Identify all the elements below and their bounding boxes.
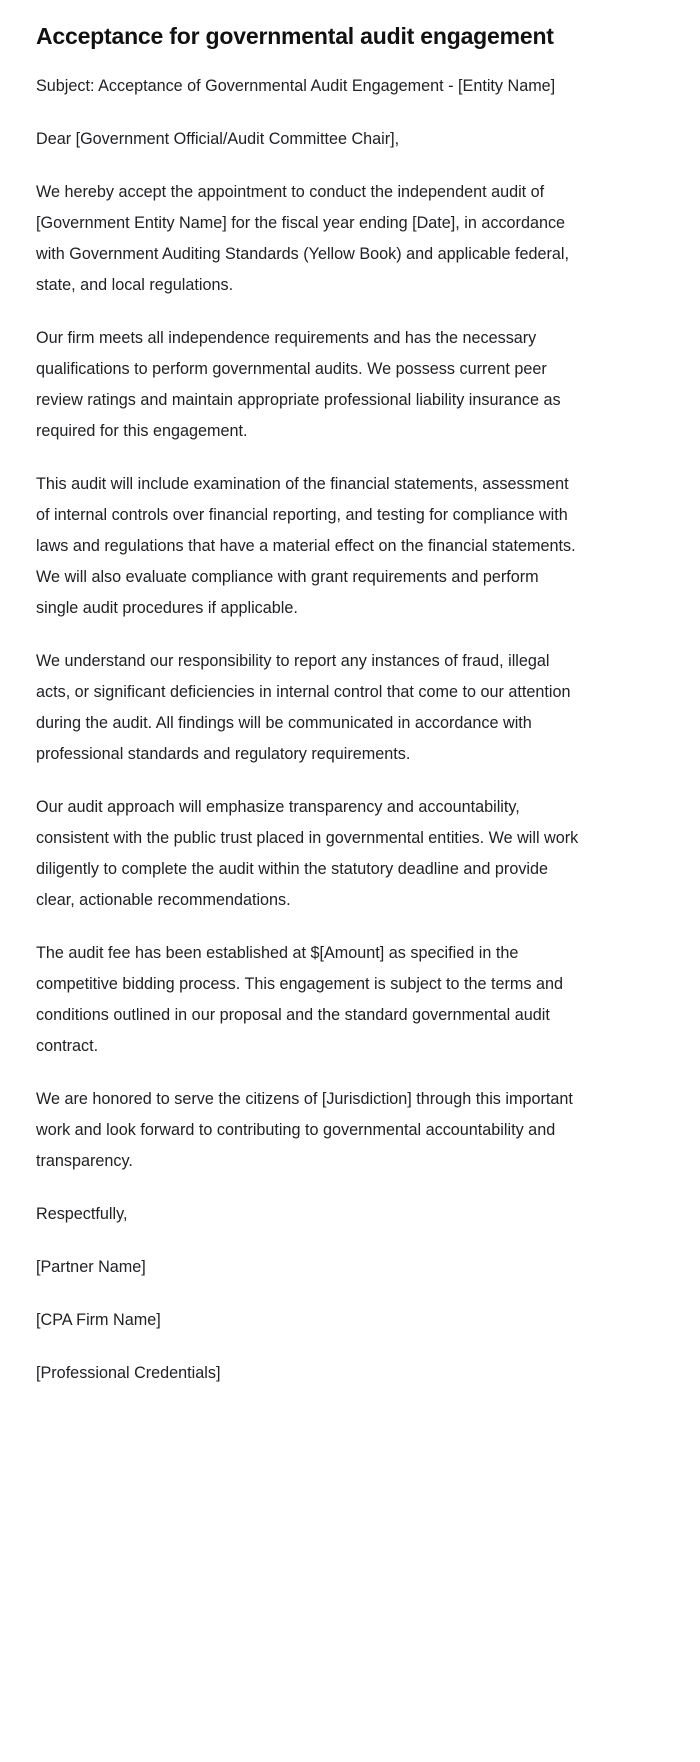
body-paragraph-audit-fee: The audit fee has been established at $[Amount] as specified in the competitive bidding process. This engagement is subject to the terms and conditions outlined in our proposal and the standard governmental audit contract.	[36, 943, 563, 1055]
page-title: Acceptance for governmental audit engagement	[36, 23, 554, 49]
body-paragraph-audit-scope: This audit will include examination of the financial statements, assessment of internal controls over financial reporting, and testing for compliance with laws and regulations that have a material effect on the financial statements. We will also evaluate compliance with grant requirements and perform single audit procedures if applicable.	[36, 474, 576, 617]
body-paragraph-acceptance: We hereby accept the appointment to conduct the independent audit of [Government Entity Name] for the fiscal year ending [Date], in accordance with Government Auditing Standards (Yellow Book) and applicable federal, state, and local regulations.	[36, 182, 570, 294]
subject-line: Subject: Acceptance of Governmental Audit Engagement - [Entity Name]	[36, 76, 556, 95]
signature-partner-name: [Partner Name]	[36, 1257, 146, 1276]
body-paragraph-independence: Our firm meets all independence requirements and has the necessary qualifications to perform governmental audits. We possess current peer review ratings and maintain appropriate professional liability insurance as required for this engagement.	[36, 328, 561, 440]
signature-firm-name: [CPA Firm Name]	[36, 1310, 161, 1329]
body-paragraph-closing-statement: We are honored to serve the citizens of [Jurisdiction] through this important work and look forward to contributing to governmental accountability and transparency.	[36, 1089, 573, 1170]
body-paragraph-reporting-responsibility: We understand our responsibility to report any instances of fraud, illegal acts, or significant deficiencies in internal control that come to our attention during the audit. All findings will be communicated in accordance with professional standards and regulatory requirements.	[36, 651, 571, 763]
signature-credentials: [Professional Credentials]	[36, 1363, 221, 1382]
closing-salutation: Respectfully,	[36, 1204, 128, 1223]
letter-body	[36, 71, 580, 1389]
body-paragraph-audit-approach: Our audit approach will emphasize transparency and accountability, consistent with the public trust placed in governmental entities. We will work diligently to complete the audit within the statutory deadline and provide clear, actionable recommendations.	[36, 797, 579, 909]
salutation: Dear [Government Official/Audit Committee Chair],	[36, 129, 400, 148]
